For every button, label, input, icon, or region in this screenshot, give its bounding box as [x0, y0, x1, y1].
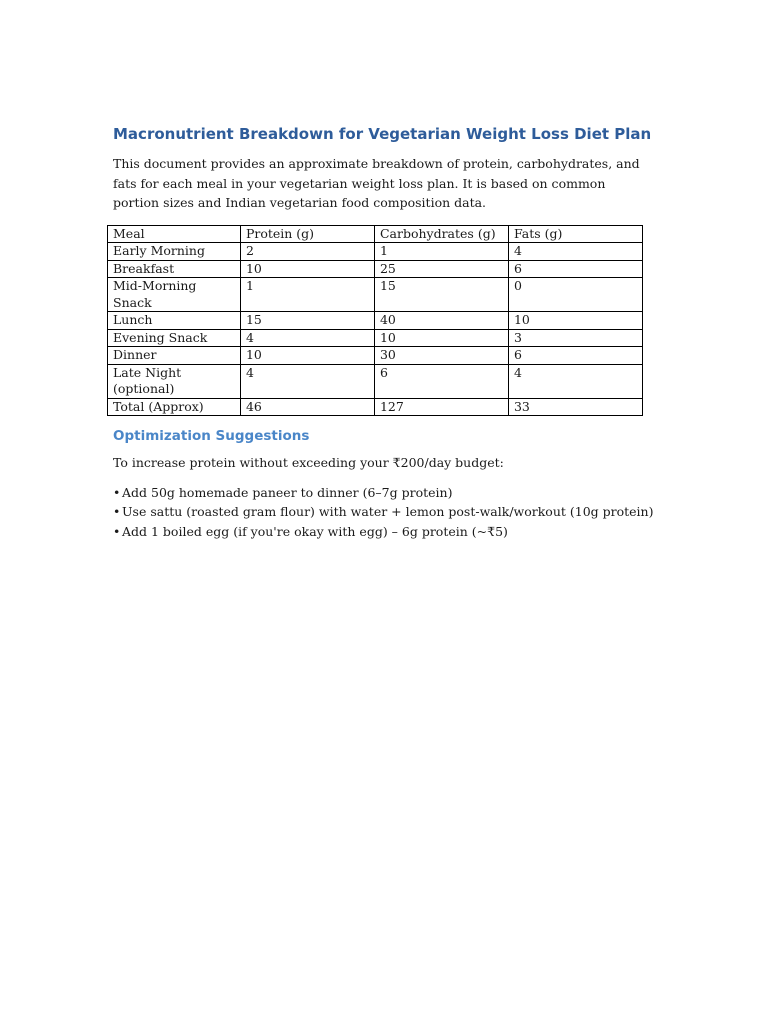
fats-cell: 33: [508, 398, 642, 416]
table-total-row: [108, 398, 643, 416]
protein-cell: 1: [240, 278, 374, 312]
fats-cell: 4: [508, 364, 642, 398]
meal-cell: Early Morning: [108, 243, 241, 261]
bullet-icon: •: [113, 523, 121, 539]
header-protein: Protein (g): [240, 225, 374, 243]
meal-cell: Dinner: [108, 347, 241, 365]
carbohydrates-cell: 6: [374, 364, 508, 398]
optimization-lead: To increase protein without exceeding your ₹200/day budget:: [113, 455, 504, 470]
carbohydrates-cell: 1: [374, 243, 508, 261]
bullet-icon: •: [113, 484, 121, 500]
fats-cell: 3: [508, 329, 642, 347]
carbohydrates-cell: 15: [374, 278, 508, 312]
document-page: [113, 125, 653, 541]
meal-cell: Evening Snack: [108, 329, 241, 347]
header-carbohydrates: Carbohydrates (g): [374, 225, 508, 243]
protein-cell: 4: [240, 329, 374, 347]
carbohydrates-cell: 10: [374, 329, 508, 347]
table-row: [108, 278, 643, 312]
suggestion-text: Add 50g homemade paneer to dinner (6–7g protein): [122, 484, 453, 500]
meal-cell: Breakfast: [108, 260, 241, 278]
table-row: [108, 364, 643, 398]
carbohydrates-cell: 127: [374, 398, 508, 416]
protein-cell: 15: [240, 312, 374, 330]
header-fats: Fats (g): [508, 225, 642, 243]
protein-cell: 46: [240, 398, 374, 416]
bullet-icon: •: [113, 504, 121, 519]
meal-cell: Total (Approx): [108, 398, 241, 416]
carbohydrates-cell: 40: [374, 312, 508, 330]
meal-cell: Mid-Morning Snack: [108, 278, 241, 312]
fats-cell: 6: [508, 347, 642, 365]
meal-cell: Late Night (optional): [108, 364, 241, 398]
fats-cell: 4: [508, 243, 642, 261]
carbohydrates-cell: 25: [374, 260, 508, 278]
protein-cell: 4: [240, 364, 374, 398]
fats-cell: 0: [508, 278, 642, 312]
document-title: Macronutrient Breakdown for Vegetarian Weight Loss Diet Plan: [113, 125, 652, 143]
protein-cell: 2: [240, 243, 374, 261]
list-item: [113, 483, 653, 503]
fats-cell: 10: [508, 312, 642, 330]
intro-paragraph: This document provides an approximate breakdown of protein, carbohydrates, and fats for each meal in your vegetarian weight loss plan. It is based on common portion sizes and Indian vegetarian food composition data.: [113, 156, 640, 210]
protein-cell: 10: [240, 347, 374, 365]
carbohydrates-cell: 30: [374, 347, 508, 365]
suggestion-text: Add 1 boiled egg (if you're okay with egg) – 6g protein (~₹5): [122, 523, 508, 539]
header-meal: Meal: [108, 225, 241, 243]
suggestions-list: [113, 483, 653, 542]
macronutrient-table: [107, 225, 643, 417]
meal-cell: Lunch: [108, 312, 241, 330]
table-row: [108, 312, 643, 330]
table-header-row: [108, 225, 643, 243]
table-row: [108, 347, 643, 365]
suggestion-text: Use sattu (roasted gram flour) with water + lemon post-walk/workout (10g protein): [122, 504, 654, 519]
list-item: [113, 522, 653, 542]
table-row: [108, 243, 643, 261]
table-row: [108, 260, 643, 278]
protein-cell: 10: [240, 260, 374, 278]
list-item: [113, 502, 653, 522]
fats-cell: 6: [508, 260, 642, 278]
table-row: [108, 329, 643, 347]
optimization-heading: Optimization Suggestions: [113, 428, 310, 444]
